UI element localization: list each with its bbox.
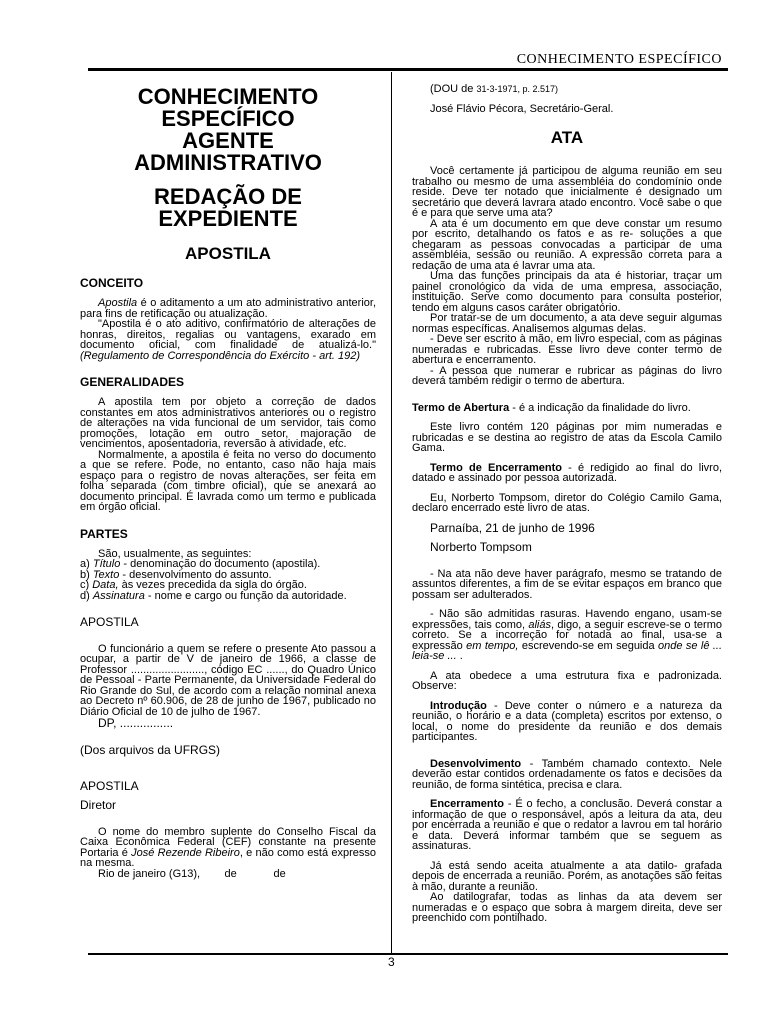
dou-reference <box>412 84 722 95</box>
ata-rule: - A pessoa que numerar e rubricar as páginas do livro deverá também redigir o termo de abertura. <box>412 364 722 387</box>
conceito-paragraph <box>80 298 376 319</box>
assinante: Norberto Tompsom <box>430 540 532 554</box>
text: O nome do membro suplente do Conselho Fiscal da Caixa Econômica Federal (CEF) constante na presente Portaria é <box>80 825 376 859</box>
example2-body <box>80 827 376 869</box>
example-dp: DP, ................ <box>98 716 174 730</box>
text: 31-3-1971, p. 2.517) <box>476 84 559 94</box>
text: é o aditamento a um ato administrativo anterior, para fins de retificação ou atualização. <box>80 297 376 320</box>
estrutura-desenvolvimento <box>412 759 722 791</box>
emphasis: em tempo, <box>466 639 519 652</box>
ata-paragraph: Já está sendo aceita atualmente a ata datilo- grafada depois de encerrada a reunião. Porém, as anotações são feitas à mão, durante a reunião. <box>412 859 722 893</box>
term: Introdução <box>430 699 487 712</box>
footer-rule <box>88 953 728 955</box>
emphasis: José Rezende Ribeiro <box>131 846 240 859</box>
term: Termo de Encerramento <box>430 461 562 474</box>
text: , digo, a seguir escreve-se o termo correto. Se a incorreção for notada ao final, usa-se a expressão <box>412 618 722 652</box>
column-divider <box>391 72 392 953</box>
term: Desenvolvimento <box>430 757 522 770</box>
document-subtitle <box>80 186 376 230</box>
ata-rule: - Deve ser escrito à mão, em livro especial, com as páginas numeradas e rubricadas. Esse livro deve conter termo de abertura e encerramento. <box>412 333 722 366</box>
item-prefix: b) <box>80 568 93 581</box>
text: (DOU de <box>430 83 477 95</box>
text: , e não como está expresso na mesma. <box>80 846 377 869</box>
section-heading-partes: PARTES <box>80 526 128 541</box>
ata-paragraph: Por tratar-se de um documento, a ata deve seguir algumas normas específicas. Analisemos algumas delas. <box>412 312 722 335</box>
emphasis: Título <box>92 558 121 570</box>
apostila-heading: APOSTILA <box>185 244 271 263</box>
emphasis: Texto <box>92 568 120 581</box>
emphasis: Assinatura <box>92 589 145 602</box>
page-number: 3 <box>388 955 395 969</box>
termo-abertura <box>412 403 722 414</box>
text: escrevendo-se em seguida <box>518 639 659 652</box>
right-column <box>412 84 722 924</box>
ata-heading: ATA <box>550 128 584 147</box>
text: às vezes precedida da sigla do órgão. <box>118 579 307 591</box>
subtitle-line: EXPEDIENTE <box>158 206 298 231</box>
termo-abertura-example: Este livro contém 120 páginas por mim numeradas e rubricadas e se destina ao registro de atas da Escola Camilo Gama. <box>412 421 722 454</box>
item-prefix: c) <box>80 579 93 591</box>
document-title <box>80 86 376 174</box>
signatory: José Flávio Pécora, Secretário-Geral. <box>430 102 614 115</box>
partes-intro: São, usualmente, as seguintes: <box>98 547 252 560</box>
ata-paragraph: A ata obedece a uma estrutura fixa e padronizada. Observe: <box>412 669 722 692</box>
estrutura-introducao <box>412 701 722 743</box>
left-column <box>80 86 376 879</box>
text: - Também chamado contexto. Nele deverão estar contidos ordenadamente os fatos e decisões da reunião, de forma sintética, precisa e clara. <box>412 757 722 791</box>
text: - é a indicação da finalidade do livro. <box>509 401 691 414</box>
header-rule <box>88 68 728 71</box>
termo-encerramento-example: Eu, Norberto Tompsom, diretor do Colégio Camilo Gama, declaro encerrado este livro de atas. <box>412 491 722 514</box>
ata-paragraph: A ata é um documento em que deve constar um resumo por escrito, detalhando os fatos e as re- soluções a que chegaram as pessoas convocadas a participar de uma assembléia, sessão ou reunião. A expressão correta para a redação de uma ata é lavrar uma ata. <box>412 217 722 272</box>
section-heading-conceito: CONCEITO <box>80 276 144 290</box>
emphasis: aliás <box>528 618 551 631</box>
example2-heading: APOSTILA <box>80 778 139 793</box>
ata-rule <box>412 609 722 662</box>
text: - denominação do documento (apostila). <box>120 558 321 570</box>
example-source: (Dos arquivos da UFRGS) <box>80 743 221 757</box>
text: - é redigido ao final do livro, datado e assinado por pessoa autorizada. <box>412 461 722 484</box>
citation: (Regulamento de Correspondência do Exército - art. 192) <box>80 349 361 362</box>
example2-place: Rio de janeiro (G13), de de <box>98 867 286 880</box>
text: "Apostila é o ato aditivo, confirmatório de alterações de honras, direitos, regalias ou vantagens, exarado em documento oficial, com finalidade de atualizá-lo." <box>80 318 376 351</box>
emphasis: Data, <box>92 579 119 591</box>
ata-paragraph: Ao datilografar, todas as linhas da ata devem ser numeradas e o espaço que sobra à margem direita, deve ser preenchido com pontilhado. <box>412 891 722 924</box>
example-heading: APOSTILA <box>80 615 139 629</box>
term: Encerramento <box>430 798 504 810</box>
text: - desenvolvimento do assunto. <box>119 568 272 581</box>
text: - nome e cargo ou função da autoridade. <box>144 589 347 602</box>
running-header: CONHECIMENTO ESPECÍFICO <box>516 52 722 67</box>
termo-encerramento <box>412 463 722 484</box>
example2-diretor: Diretor <box>80 798 117 812</box>
emphasis: onde se lê ... leia-se ... <box>412 639 723 662</box>
section-heading-generalidades: GENERALIDADES <box>80 375 185 389</box>
term: Termo de Abertura <box>412 401 510 414</box>
subtitle-line: REDAÇÃO DE <box>154 184 302 209</box>
example-body: O funcionário a quem se refere o presente Ato passou a ocupar, a partir de V de janeiro de 1966, a classe de Professor ........................, código EC ......, do Quadro Único de Pessoal - Parte Permanente, da Universidade Federal do Rio Grande do Sul, de acordo com a relação nominal anexa ao Decreto nº 60.906, de 28 de junho de 1967, publicado no Diário Oficial de 10 de julho de 1967. <box>80 642 376 718</box>
local-data: Parnaíba, 21 de junho de 1996 <box>430 520 595 535</box>
item-prefix: d) <box>80 589 93 602</box>
ata-paragraph: Você certamente já participou de alguma reunião em seu trabalho ou mesmo de uma assembléia do condomínio onde reside. Deve ter notado que inicialmente é designado um secretário que deverá lavrara atado encontro. Você sabe o que é e para que serve uma ata? <box>412 165 722 219</box>
conceito-quote <box>80 319 376 361</box>
estrutura-encerramento <box>412 799 722 852</box>
generalidades-paragraph: A apostila tem por objeto a correção de dados constantes em atos administrativos anteriores ou o registro de alterações na vida funcional de um servidor, tais como promoções, lotação em outro setor, majoração de vencimentos, aposentadoria, reversão à atividade, etc. <box>80 396 376 450</box>
partes-item <box>80 591 376 602</box>
text: . <box>456 650 463 662</box>
item-prefix: a) <box>80 558 93 570</box>
title-line: CONHECIMENTO <box>137 84 319 109</box>
emphasis: Apostila <box>98 297 138 309</box>
title-line: AGENTE <box>182 128 274 153</box>
title-line: ESPECÍFICO <box>161 106 295 131</box>
text: - É o fecho, a conclusão. Deverá constar a informação de que o responsável, após a leitura da ata, deu por encerrada a reunião e que o redator a lavrou em tal horário e data. Deverá informar também que se seguem as assinaturas. <box>412 798 722 852</box>
title-line: ADMINISTRATIVO <box>134 150 322 175</box>
generalidades-paragraph: Normalmente, a apostila é feita no verso do documento a que se refere. Pode, no entanto, caso não haja mais espaço para o registro de novas alterações, ser feita em folha separada (com timbre oficial), que se anexará ao documento principal. É lavrada como um termo e publicada em órgão oficial. <box>80 448 376 513</box>
ata-paragraph: Uma das funções principais da ata é historiar, traçar um painel cronológico da vida de uma empresa, associação, instituição. Serve como documento para consulta posterior, tendo em alguns casos caráter obrigatório. <box>412 270 722 314</box>
text: - Não são admitidas rasuras. Havendo engano, usam-se expressões, tais como, <box>412 608 722 631</box>
text: - Deve conter o número e a natureza da reunião, o horário e a data (completa) escritos por extenso, o local, o nome do presidente da reunião e dos demais participantes. <box>412 699 722 743</box>
ata-rule: - Na ata não deve haver parágrafo, mesmo se tratando de assuntos diferentes, a fim de se evitar espaços em branco que possam ser adulterados. <box>412 567 722 601</box>
